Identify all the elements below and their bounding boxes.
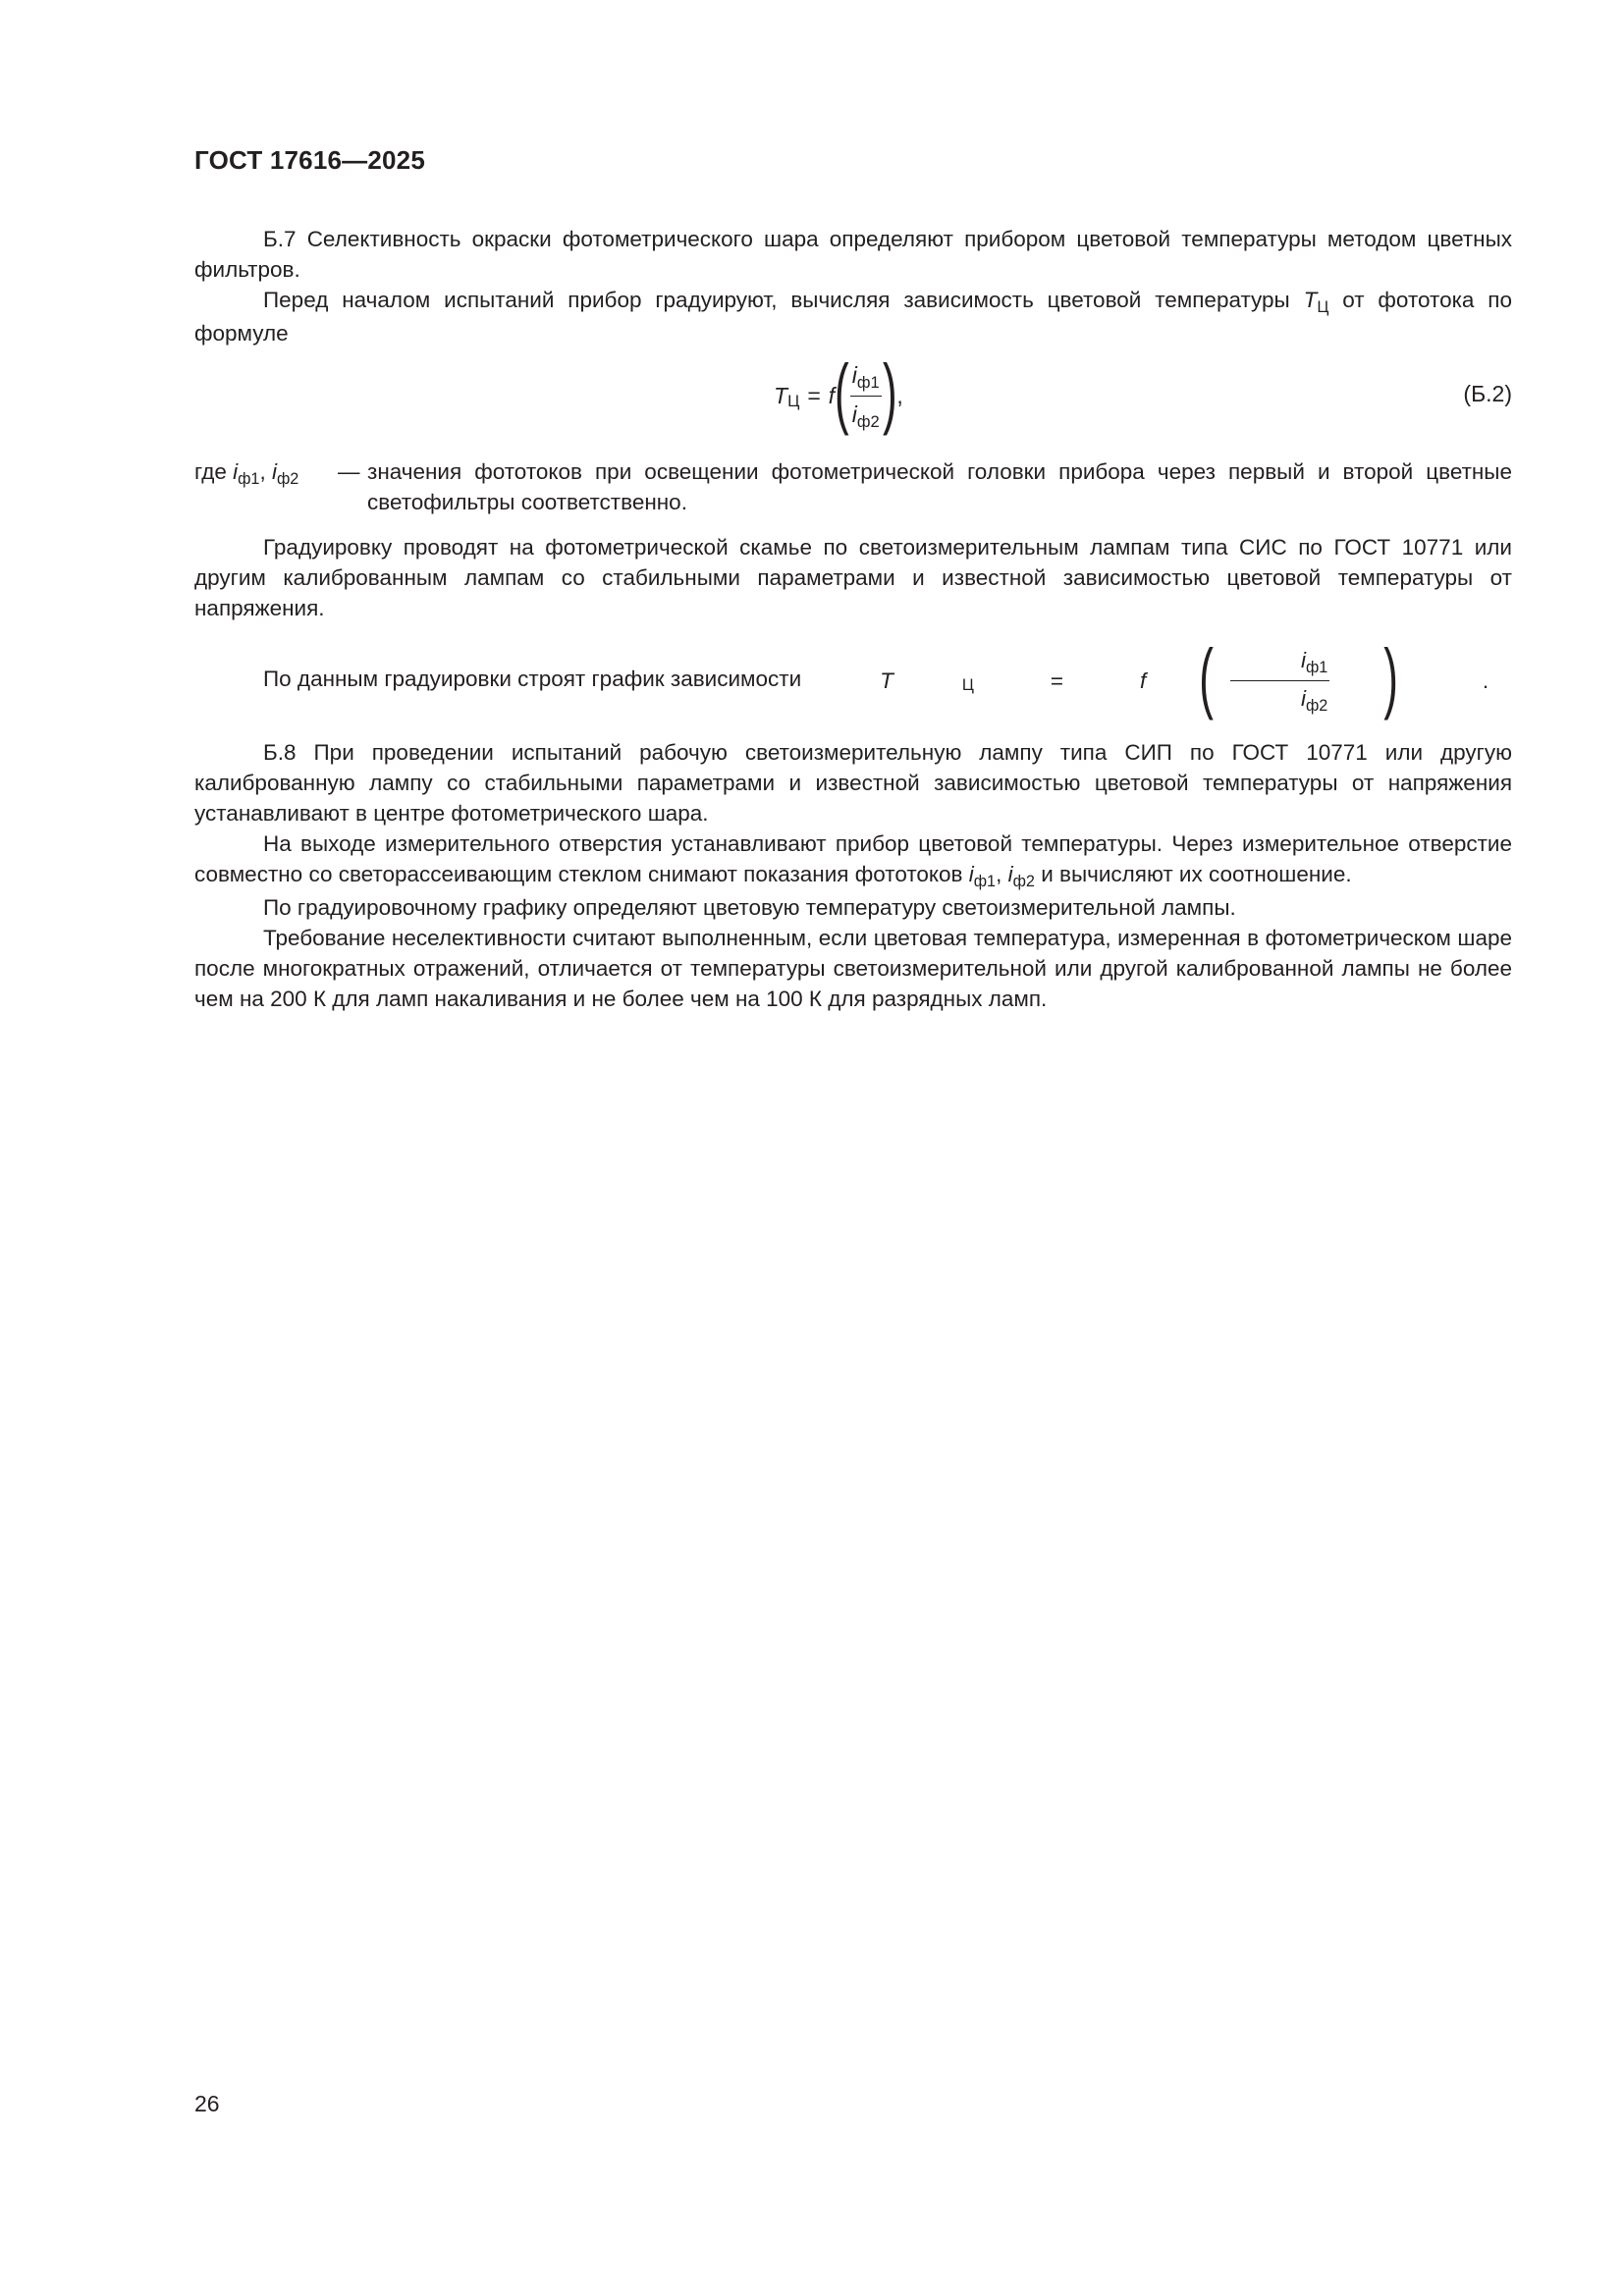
definition-term: где $i_{ф1}$, $i_{ф2}$ xyxy=(194,459,299,489)
definition-row: где $i_{ф1}$, $i_{ф2}$ — значения фототоков при освещении фотометрической головки прибора через первый и второй цветные светофильтры соответственно. xyxy=(194,456,1512,517)
page-number: 26 xyxy=(194,2091,220,2116)
equation-number: (Б.2) xyxy=(1463,381,1512,406)
left-paren: ( xyxy=(835,348,849,436)
right-paren: ) xyxy=(882,348,897,436)
paragraph-b8-4: Требование неселективности считают выполненным, если цветовая температура, измеренная в фотометрическом шаре после многократных отражений, отличается от температуры светоизмерительной или другой калиброванной лампы не более чем на 200 К для ламп накаливания и не более чем на 100 К для разрядных ламп. xyxy=(194,926,1512,1011)
formula-expression: T Ц = f ( $\frac{i_{ф1}}{i_{ф2}}$ ) , xyxy=(774,348,903,436)
formula-b2 xyxy=(194,348,1512,443)
paragraph-b7-1: Б.7 Селективность окраски фотометрического шара определяют прибором цветовой температуры методом цветных фильтров. xyxy=(194,227,1512,282)
paragraph-b8-3: По градуировочному графику определяют цветовую температуру светоизмерительной лампы. xyxy=(263,895,1236,920)
var-T: T xyxy=(1303,288,1318,312)
fraction: $\frac{i_{ф1}}{i_{ф2}}$ xyxy=(851,361,880,431)
paragraph-b8-1: Б.8 При проведении испытаний рабочую светоизмерительную лампу типа СИП по ГОСТ 10771 или другую калиброванную лампу со стабильными параметрами и известной зависимостью цветовой температуры от напряжения устанавливают в центре фотометрического шара. xyxy=(194,740,1512,826)
paragraph-b7-3: Градуировку проводят на фотометрической скамье по светоизмерительным лампам типа СИС по ГОСТ 10771 или другим калиброванным лампам со стабильными параметрами и известной зависимостью цветовой температуры от напряжения. xyxy=(194,535,1512,620)
paragraph-b7-4: По данным градуировки строят график зависимости T Ц = f ( $\frac{i_{ф1}}{i_{ф2}}$ ) . xyxy=(263,633,1489,721)
inline-formula: T Ц = f ( $\frac{i_{ф1}}{i_{ф2}}$ ) . xyxy=(880,633,1489,721)
definition-text: значения фототоков при освещении фотометрической головки прибора через первый и второй цветные светофильтры соответственно. xyxy=(367,459,1512,514)
paragraph-b8-2: На выходе измерительного отверстия устанавливают прибор цветовой температуры. Через измерительное отверстие совместно со светорассеивающим стеклом снимают показания фототоков $i_{ф1}$, $i_{ф2}$ и вычисляют их соотношение. xyxy=(194,831,1512,891)
document-body xyxy=(194,224,1512,1014)
paragraph-b7-2: Перед началом испытаний прибор градуируют, вычисляя зависимость цветовой температуры $T_Ц$ от фототока по формуле xyxy=(194,288,1512,346)
document-header: ГОСТ 17616—2025 xyxy=(194,145,425,175)
